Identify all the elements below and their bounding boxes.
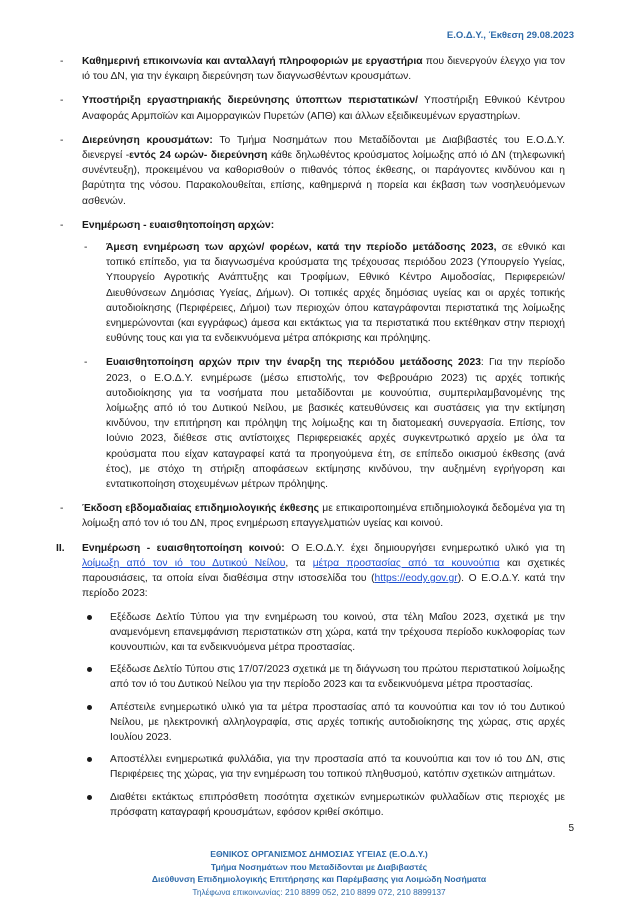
authorities-awareness	[58, 218, 565, 492]
section-number: II.	[56, 542, 65, 554]
bullet-item	[86, 790, 565, 820]
footer-department: Τμήμα Νοσημάτων που Μεταδίδονται με Διαβιβαστές	[210, 861, 428, 872]
item-heading: Έκδοση εβδομαδιαίας επιδημιολογικής έκθεσης	[82, 503, 320, 515]
item-emphasis: εντός 24 ωρών- διερεύνηση	[129, 150, 268, 162]
wnv-infection-link[interactable]: λοίμωξη από τον ιό του Δυτικού Νείλου	[82, 557, 286, 569]
dash-marker: -	[84, 242, 88, 254]
sub-item-heading: Ευαισθητοποίηση αρχών πριν την έναρξη της περιόδου μετάδοσης 2023	[106, 357, 481, 369]
dash-marker: -	[60, 219, 64, 231]
sub-list-item	[82, 240, 565, 346]
list-item	[58, 54, 565, 84]
bullet-text: Εξέδωσε Δελτίο Τύπου για την ενημέρωση του κοινού, στα τέλη Μαΐου 2023, σχετικά με την αναμενόμενη επανεμφάνιση περιστατικών στη χώρα, κατά την τρέχουσα περίοδο κυκλοφορίας των κουνουπιών, και τα ενδεικνυόμενα μέτρα προστασίας.	[110, 611, 565, 653]
bullet-text: Εξέδωσε Δελτίο Τύπου στις 17/07/2023 σχετικά με τη διάγνωση του πρώτου περιστατικού λοίμωξης από τον ιό του Δυτικού Νείλου για την περίοδο 2023 και τα ενδεικνυόμενα μέτρα προστασίας.	[110, 664, 565, 691]
section-text: , τα	[285, 557, 313, 569]
sub-item-text: : Για την περίοδο 2023, ο Ε.Ο.Δ.Υ. ενημέρωσε (μέσω επιστολής, τον Φεβρουάριο 2023) τις αρχές τοπικής αυτοδιοίκησης για τα νοσήματα που μεταδίδονται με κουνούπια, συμπεριλαμβανομένης της λοίμωξης από ιό του Δυτικού Νείλου, με βασικές κατευθύνσεις και συστάσεις για την εκτίμηση κινδύνου, την επιτήρηση και πρόληψη της λοίμωξης και τη διατομεακή συνεργασία. Επίσης, τον Ιούνιο 2023, διέθεσε στις αντίστοιχες Περιφερειακές αρχές συγκεντρωτικό αρχείο με όλα τα κρούσματα που είχαν καταγραφεί κατά τα προηγούμενα έτη, σε επίπεδο οικισμού έκθεσης (ανά έτος), με στόχο τη στήριξη αποφάσεων εκτίμησης κινδύνου, την αυξημένη εγρήγορση και εντατικοποίηση στοχευμένων μέτρων πρόληψης.	[106, 357, 565, 491]
bullet-list	[58, 610, 565, 820]
bullet-dot-icon	[87, 795, 92, 800]
sub-item-heading: Άμεση ενημέρωση των αρχών/ φορέων, κατά την περίοδο μετάδοσης 2023,	[106, 242, 497, 254]
bullet-item	[86, 610, 565, 656]
bullet-text: Διαθέτει εκτάκτως επιπρόσθετη ποσότητα σχετικών ενημερωτικών φυλλαδίων στις περιοχές με πρόσφατη καταγραφή κρουσμάτων, εφόσον κριθεί σκόπιμο.	[110, 791, 565, 818]
authorities-awareness-title: Ενημέρωση - ευαισθητοποίηση αρχών:	[82, 219, 275, 231]
item-text-continued: κάθε δηλωθέντος κρούσματος λοίμωξης από ιό ΔΝ (τηλεφωνική συνέντευξη), προκειμένου να καθορισθούν ο πιθανός τόπος έκθεσης, οι παράγοντες κινδύνου και η βαρύτητα της νόσου. Παρακολουθείται, επίσης, καθημερινά η πορεία και έκβαση των νοσηλευόμενων ασθενών.	[82, 150, 566, 207]
page-number: 5	[568, 823, 574, 834]
list-item	[58, 133, 565, 209]
section-text: Ο Ε.Ο.Δ.Υ. έχει δημιουργήσει ενημερωτικό υλικό για τη	[284, 542, 565, 554]
bullet-item	[86, 700, 565, 746]
dash-marker: -	[60, 503, 64, 515]
sub-item-text: σε εθνικό και τοπικό επίπεδο, για τα διαγνωσμένα κρούσματα της τρέχουσας περιόδου 2023 (Υπουργείο Υγείας, Υπουργείο Αγροτικής Ανάπτυξης και Τροφίμων, Εθνικό Κέντρο Αιμοδοσίας, Περιφερειών/ Διευθύνσεων Δημόσιας Υγείας, Δήμων). Οι τοπικές αρχές δημόσιας υγείας και οι αρχές τοπικής αυτοδιοίκησης (Περιφέρειες, Δήμοι) των περιοχών όπου καταγράφονται περιστατικά της λοίμωξης ενημερώνονται (και εγγράφως) άμεσα και εκτάκτως για τα περιστατικά που εκτέθηκαν στην περιοχή ευθύνης τους και για τα ενδεικνυόμενα μέτρα απόκρισης και πρόληψης.	[106, 242, 565, 345]
section-text: ). Ο Ε.Ο.Δ.Υ. κατά την περίοδο 2023:	[82, 573, 565, 600]
eody-website-link[interactable]: https://eody.gov.gr	[374, 573, 458, 585]
list-item	[58, 501, 565, 531]
item-text: που διενεργούν έλεγχο για τον ιό του ΔΝ, για την έγκαιρη διερεύνηση των διαγνωσθέντων κρουσμάτων.	[82, 56, 565, 83]
item-heading: Υποστήριξη εργαστηριακής διερεύνησης ύποπτων περιστατικών/	[82, 95, 418, 107]
footer-division: Διεύθυνση Επιδημιολογικής Επιτήρησης και Παρέμβασης για Λοιμώδη Νοσήματα	[151, 874, 487, 884]
dash-marker: -	[84, 357, 88, 369]
section-title: Ενημέρωση - ευαισθητοποίηση κοινού:	[82, 542, 285, 554]
dash-marker: -	[60, 95, 64, 107]
page-footer	[0, 848, 638, 898]
item-text: με επικαιροποιημένα επιδημιολογικά δεδομένα για τη λοίμωξη από τον ιό του ΔΝ, προς ενημέρωση επαγγελματιών υγείας και κοινού.	[82, 503, 565, 530]
bullet-text: Αποστέλλει ενημερωτικά φυλλάδια, για την προστασία από τα κουνούπια και τον ιό του ΔΝ, στις Περιφέρειες της χώρας, για την ενημέρωση του τοπικού πληθυσμού, κατόπιν σχετικών αιτημάτων.	[110, 754, 565, 781]
item-heading: Διερεύνηση κρουσμάτων:	[82, 134, 213, 146]
bullet-item	[86, 752, 565, 782]
footer-phones: Τηλέφωνα επικοινωνίας: 210 8899 052, 210 8899 072, 210 8899137	[192, 886, 446, 897]
list-item	[58, 93, 565, 123]
bullet-dot-icon	[87, 705, 92, 710]
bullet-dot-icon	[87, 757, 92, 762]
dash-marker: -	[60, 134, 64, 146]
bullet-text: Απέστειλε ενημερωτικό υλικό για τα μέτρα προστασίας από τα κουνούπια και τον ιό του Δυτικού Νείλου, με ηλεκτρονική αλληλογραφία, στις αρχές τοπικής αυτοδιοίκησης της χώρας, στις αρχές Ιουλίου 2023.	[110, 701, 565, 743]
sub-list-item	[82, 355, 565, 492]
section-public-awareness	[58, 541, 565, 602]
item-text: Υποστήριξη Εθνικού Κέντρου Αναφοράς Αρμποϊών και Αιμορραγικών Πυρετών (ΑΠΘ) και άλλων εξειδικευμένων εργαστηρίων.	[82, 95, 565, 122]
item-text: Το Τμήμα Νοσημάτων που Μεταδίδονται με Διαβιβαστές του Ε.Ο.Δ.Υ. διενεργεί -	[82, 134, 566, 162]
bullet-item	[86, 662, 565, 692]
footer-organization: ΕΘΝΙΚΟΣ ΟΡΓΑΝΙΣΜΟΣ ΔΗΜΟΣΙΑΣ ΥΓΕΙΑΣ (Ε.Ο.Δ.Υ.)	[210, 849, 428, 859]
item-heading: Καθημερινή επικοινωνία και ανταλλαγή πληροφοριών με εργαστήρια	[82, 56, 423, 67]
mosquito-protection-link[interactable]: μέτρα προστασίας από τα κουνούπια	[312, 557, 500, 569]
bullet-dot-icon	[87, 667, 92, 672]
bullet-dot-icon	[87, 615, 92, 620]
section-text: και σχετικές παρουσιάσεις, τα οποία είναι διαθέσιμα στην ιστοσελίδα του (	[82, 557, 565, 585]
dash-marker: -	[60, 56, 64, 67]
document-body	[58, 54, 565, 827]
document-header-reference: Ε.Ο.Δ.Υ., Έκθεση 29.08.2023	[446, 30, 574, 41]
